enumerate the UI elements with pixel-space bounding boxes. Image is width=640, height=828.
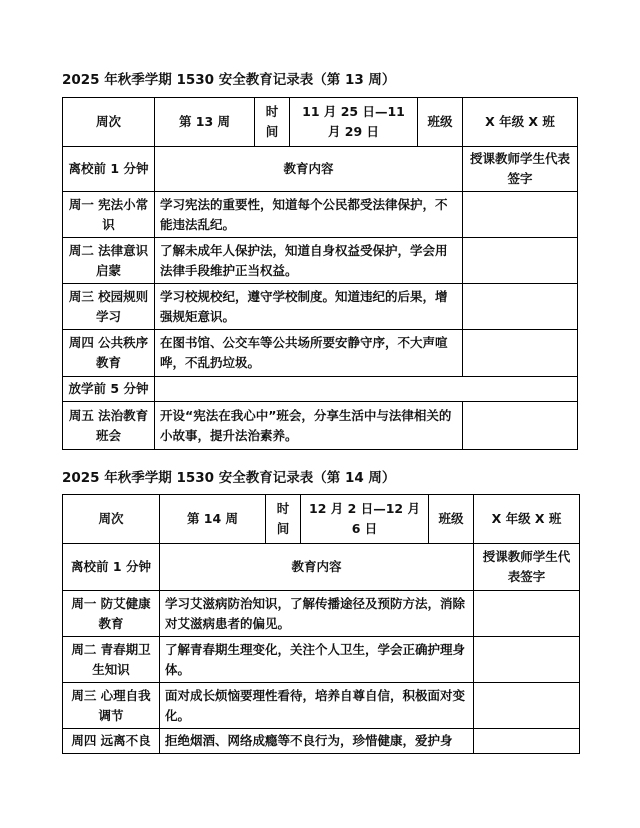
class-label: 班级	[418, 98, 463, 147]
week-value: 第 14 周	[160, 495, 266, 544]
content-cell: 学习宪法的重要性，知道每个公民都受法律保护，不能违法乱纪。	[155, 192, 463, 238]
signature-cell	[474, 591, 580, 637]
day-cell: 周三 心理自我调节	[63, 683, 160, 729]
section-before-label: 离校前 1 分钟	[63, 147, 155, 192]
sign-header: 授课教师学生代表签字	[474, 544, 580, 591]
week-label: 周次	[63, 98, 155, 147]
day-cell: 周二 青春期卫生知识	[63, 637, 160, 683]
time-label: 时间	[255, 98, 290, 147]
day-cell: 周一 宪法小常识	[63, 192, 155, 238]
time-value: 12 月 2 日—12 月 6 日	[301, 495, 429, 544]
table-title-week13: 2025 年秋季学期 1530 安全教育记录表（第 13 周）	[62, 72, 396, 88]
week-value: 第 13 周	[155, 98, 255, 147]
week-label: 周次	[63, 495, 160, 544]
signature-cell	[463, 192, 578, 238]
section-before-label: 离校前 1 分钟	[63, 544, 160, 591]
table-row	[63, 637, 580, 683]
table-row	[63, 284, 578, 330]
table-row	[63, 330, 578, 377]
table-row	[63, 729, 580, 754]
content-cell: 学习校规校纪，遵守学校制度。知道违纪的后果，增强规矩意识。	[155, 284, 463, 330]
day-cell: 周二 法律意识启蒙	[63, 238, 155, 284]
day-cell: 周一 防艾健康教育	[63, 591, 160, 637]
day-cell: 周三 校园规则学习	[63, 284, 155, 330]
record-table-week13	[62, 97, 578, 450]
section-after-label: 放学前 5 分钟	[63, 377, 155, 402]
content-header-row	[63, 544, 580, 591]
record-table-week14	[62, 494, 580, 754]
signature-cell	[463, 330, 578, 377]
section-row	[63, 377, 578, 402]
class-label: 班级	[429, 495, 474, 544]
header-row	[63, 495, 580, 544]
time-value: 11 月 25 日—11 月 29 日	[290, 98, 418, 147]
signature-cell	[474, 637, 580, 683]
content-cell: 学习艾滋病防治知识，了解传播途径及预防方法，消除对艾滋病患者的偏见。	[160, 591, 474, 637]
content-cell: 开设“宪法在我心中”班会，分享生活中与法律相关的小故事，提升法治素养。	[155, 402, 463, 450]
content-cell: 在图书馆、公交车等公共场所要安静守序，不大声喧哗，不乱扔垃圾。	[155, 330, 463, 377]
signature-cell	[463, 238, 578, 284]
content-cell: 拒绝烟酒、网络成瘾等不良行为，珍惜健康，爱护身	[160, 729, 474, 754]
content-header: 教育内容	[160, 544, 474, 591]
signature-cell	[463, 284, 578, 330]
content-cell: 了解青春期生理变化，关注个人卫生，学会正确护理身体。	[160, 637, 474, 683]
content-cell: 了解未成年人保护法，知道自身权益受保护，学会用法律手段维护正当权益。	[155, 238, 463, 284]
class-value: X 年级 X 班	[474, 495, 580, 544]
class-value: X 年级 X 班	[463, 98, 578, 147]
header-row	[63, 98, 578, 147]
day-cell: 周四 公共秩序教育	[63, 330, 155, 377]
table-row	[63, 192, 578, 238]
table-title-week14: 2025 年秋季学期 1530 安全教育记录表（第 14 周）	[62, 470, 396, 486]
signature-cell	[463, 402, 578, 450]
day-cell: 周五 法治教育班会	[63, 402, 155, 450]
signature-cell	[474, 683, 580, 729]
content-cell: 面对成长烦恼要理性看待，培养自尊自信，积极面对变化。	[160, 683, 474, 729]
content-header: 教育内容	[155, 147, 463, 192]
table-row	[63, 683, 580, 729]
signature-cell	[474, 729, 580, 754]
time-label: 时间	[266, 495, 301, 544]
sign-header: 授课教师学生代表签字	[463, 147, 578, 192]
day-cell: 周四 远离不良	[63, 729, 160, 754]
section-after-blank	[155, 377, 578, 402]
table-row	[63, 402, 578, 450]
table-row	[63, 591, 580, 637]
content-header-row	[63, 147, 578, 192]
table-row	[63, 238, 578, 284]
